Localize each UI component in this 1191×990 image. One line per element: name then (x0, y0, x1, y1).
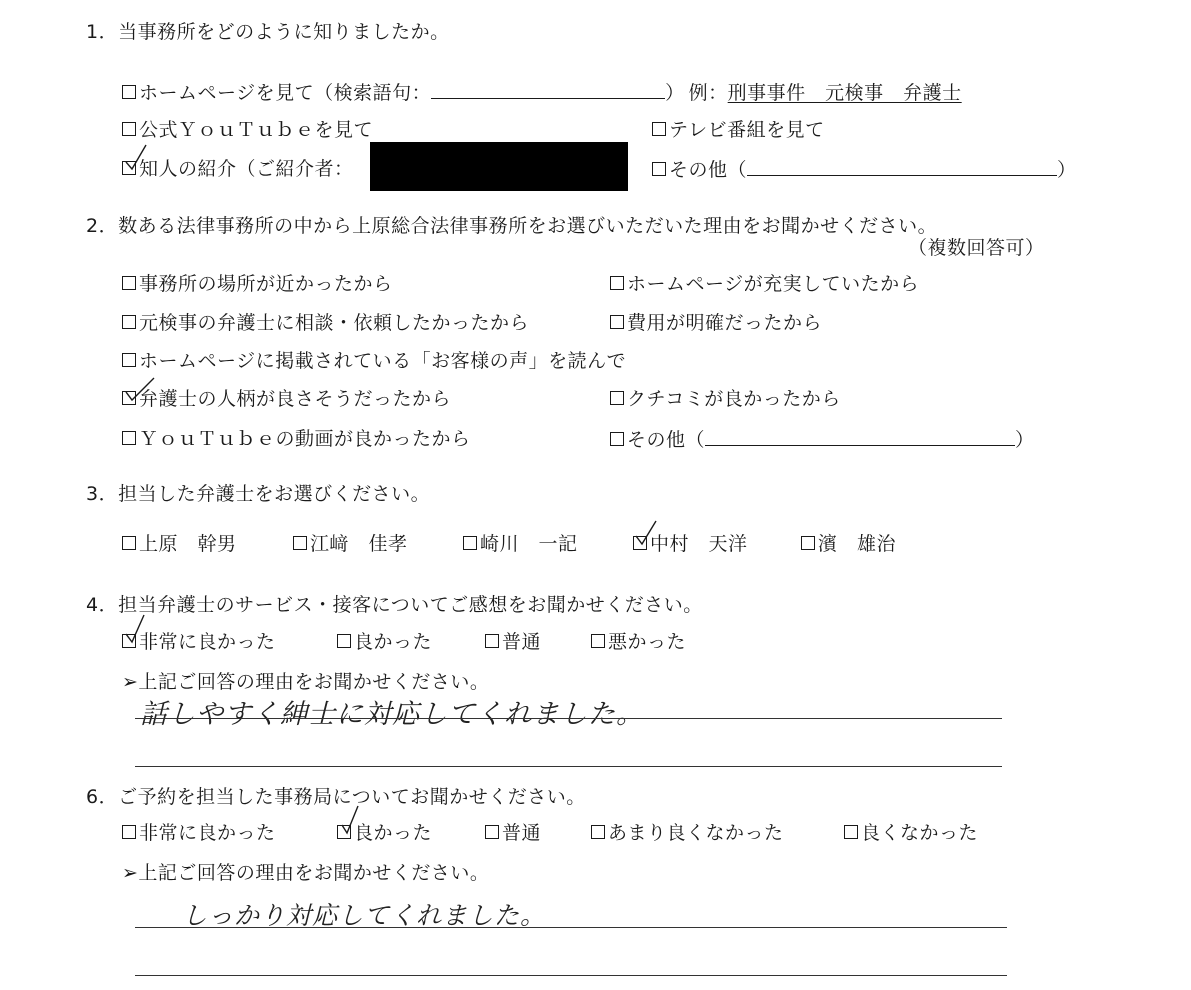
q2-option-3-label: 元検事の弁護士に相談・依頼したかったから (139, 312, 530, 334)
q1-option-homepage[interactable] (122, 80, 962, 105)
q2-option-4[interactable] (610, 311, 822, 335)
checkbox-empty[interactable] (485, 634, 499, 648)
q2-option-5[interactable] (122, 349, 626, 373)
checkmark-icon (124, 142, 150, 174)
checkbox-empty[interactable] (610, 391, 624, 405)
checkmark-icon (124, 374, 158, 404)
lawyer-option-5[interactable] (801, 532, 896, 556)
q6-handwritten-answer: しっかり対応してくれました。 (182, 901, 547, 930)
checkbox-empty[interactable] (591, 634, 605, 648)
q4-option-1-label: 非常に良かった (139, 631, 276, 653)
checkbox-empty[interactable] (463, 536, 477, 550)
checkbox-empty[interactable] (122, 825, 136, 839)
q2-option-8[interactable] (122, 427, 471, 451)
q2-title: 2．数ある法律事務所の中から上原総合法律事務所をお選びいただいた理由をお聞かせください。 (86, 215, 938, 237)
q6-reason-prompt: ➢上記ご回答の理由をお聞かせください。 (122, 862, 490, 884)
q2-option-3[interactable] (122, 311, 529, 335)
checkbox-empty[interactable] (293, 536, 307, 550)
q6-option-2-label: 良かった (354, 822, 433, 844)
q1-example-terms: 刑事事件 元検事 弁護士 (727, 82, 962, 104)
q4-option-3[interactable] (485, 630, 541, 654)
checkbox-empty[interactable] (122, 122, 136, 136)
checkmark-icon (340, 803, 364, 837)
lawyer-option-2-label: 江﨑 佳孝 (310, 533, 408, 555)
checkbox-empty[interactable] (122, 85, 136, 99)
q1-example-label: 例： (688, 82, 728, 104)
q6-option-1[interactable] (122, 821, 276, 845)
q1-option-youtube-label: 公式ＹｏｕＴｕｂｅを見て (139, 119, 374, 141)
q2-option-9-label: その他（ (627, 429, 706, 451)
q2-option-1-label: 事務所の場所が近かったから (139, 273, 393, 295)
checkbox-empty[interactable] (122, 315, 136, 329)
q1-option-referral-label: 知人の紹介（ご紹介者： (139, 158, 354, 180)
checkbox-empty[interactable] (652, 122, 666, 136)
answer-line (135, 927, 1007, 928)
q4-reason-prompt: ➢上記ご回答の理由をお聞かせください。 (122, 671, 490, 693)
q6-option-5[interactable] (844, 821, 978, 845)
q1-option-youtube[interactable] (122, 118, 373, 142)
q1-option-other-close: ） (1057, 159, 1077, 181)
q4-title: 4．担当弁護士のサービス・接客についてご感想をお聞かせください。 (86, 594, 703, 616)
lawyer-option-1-label: 上原 幹男 (139, 533, 237, 555)
checkbox-empty[interactable] (485, 825, 499, 839)
q2-option-8-label: ＹｏｕＴｕｂｅの動画が良かったから (139, 428, 471, 450)
q1-option-other-label: その他（ (669, 159, 748, 181)
q1-option-homepage-close: ） (665, 82, 685, 104)
lawyer-option-5-label: 濱 雄治 (818, 533, 897, 555)
q2-option-7[interactable] (610, 387, 841, 411)
checkbox-empty[interactable] (610, 432, 624, 446)
checkbox-empty[interactable] (610, 276, 624, 290)
checkbox-empty[interactable] (652, 162, 666, 176)
q2-option-6[interactable] (122, 387, 451, 411)
checkbox-empty[interactable] (801, 536, 815, 550)
q6-option-4-label: あまり良くなかった (608, 822, 784, 844)
checkbox-empty[interactable] (122, 276, 136, 290)
q2-option-2-label: ホームページが充実していたから (627, 273, 920, 295)
q1-option-other[interactable] (652, 157, 1077, 182)
q2-option-6-label: 弁護士の人柄が良さそうだったから (139, 388, 452, 410)
q1-title: 1．当事務所をどのように知りましたか。 (86, 21, 450, 43)
q1-option-referral[interactable] (122, 157, 354, 181)
lawyer-option-3-label: 崎川 一記 (480, 533, 578, 555)
q2-option-4-label: 費用が明確だったから (627, 312, 823, 334)
q3-title: 3．担当した弁護士をお選びください。 (86, 483, 431, 505)
answer-line (135, 766, 1002, 767)
q2-note: （複数回答可） (908, 237, 1045, 259)
q6-option-5-label: 良くなかった (861, 822, 979, 844)
answer-line (135, 718, 1002, 719)
checkmark-icon (124, 612, 150, 646)
q2-option-7-label: クチコミが良かったから (627, 388, 841, 410)
lawyer-option-3[interactable] (463, 532, 578, 556)
q4-option-4[interactable] (591, 630, 686, 654)
checkbox-empty[interactable] (610, 315, 624, 329)
lawyer-option-4-label: 中村 天洋 (650, 533, 748, 555)
search-term-blank[interactable] (431, 80, 665, 99)
lawyer-option-1[interactable] (122, 532, 237, 556)
q1-option-homepage-label: ホームページを見て（検索語句： (139, 82, 432, 104)
q4-option-4-label: 悪かった (608, 631, 687, 653)
q4-option-3-label: 普通 (502, 631, 542, 653)
other-blank[interactable] (705, 427, 1015, 446)
checkmark-icon (634, 518, 660, 548)
q2-option-1[interactable] (122, 272, 393, 296)
checkbox-empty[interactable] (122, 353, 136, 367)
q4-option-2[interactable] (337, 630, 432, 654)
checkbox-empty[interactable] (844, 825, 858, 839)
q6-option-1-label: 非常に良かった (139, 822, 276, 844)
q2-option-9[interactable] (610, 427, 1035, 452)
checkbox-empty[interactable] (122, 431, 136, 445)
q4-handwritten-answer: 話しやすく紳士に対応してくれました。 (140, 699, 644, 730)
q4-option-2-label: 良かった (354, 631, 433, 653)
q1-option-tv-label: テレビ番組を見て (669, 119, 825, 141)
checkbox-empty[interactable] (122, 536, 136, 550)
other-blank[interactable] (747, 157, 1057, 176)
q6-option-4[interactable] (591, 821, 784, 845)
q6-option-3-label: 普通 (502, 822, 542, 844)
q2-option-2[interactable] (610, 272, 919, 296)
q6-option-3[interactable] (485, 821, 541, 845)
q2-option-9-close: ） (1015, 429, 1035, 451)
lawyer-option-2[interactable] (293, 532, 408, 556)
redaction-box (370, 142, 628, 191)
checkbox-empty[interactable] (337, 634, 351, 648)
q6-title: 6．ご予約を担当した事務局についてお聞かせください。 (86, 786, 586, 808)
answer-line (135, 975, 1007, 976)
checkbox-empty[interactable] (591, 825, 605, 839)
q1-option-tv[interactable] (652, 118, 825, 142)
q2-option-5-label: ホームページに掲載されている「お客様の声」を読んで (139, 350, 627, 372)
